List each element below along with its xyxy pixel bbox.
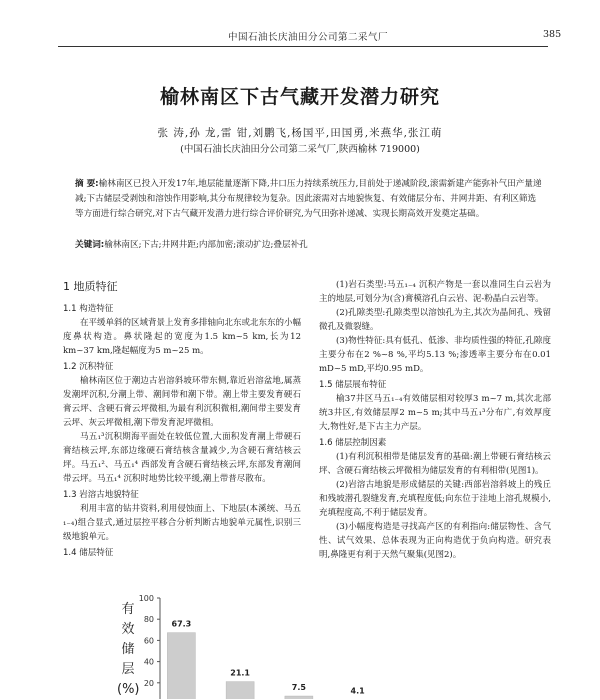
paragraph: (1)岩石类型:马五₁₋₄ 沉积产物是一套以准同生白云岩为主的地层,可划分为(含)膏模溶孔白云岩、泥-粉晶白云岩等。 xyxy=(319,280,551,304)
bar xyxy=(226,682,254,699)
affiliation: (中国石油长庆油田分公司第二采气厂,陕西榆林 719000) xyxy=(180,144,420,155)
abstract-label: 摘 要: xyxy=(75,179,99,189)
subsection-heading: 1.6 储层控制因素 xyxy=(319,438,387,448)
y-label-char: 层 xyxy=(121,662,135,677)
keywords xyxy=(75,238,543,250)
paragraph: (2)孔隙类型:孔隙类型以溶蚀孔为主,其次为晶间孔、残留微孔及微裂缝。 xyxy=(319,308,551,332)
bar-value-label: 7.5 xyxy=(291,683,306,693)
keywords-text: 榆林南区;下古;井网井距;内部加密;滚动扩边;叠层补孔 xyxy=(104,240,308,250)
bar-value-label: 21.1 xyxy=(230,668,250,678)
subsection-heading: 1.1 构造特征 xyxy=(63,304,114,314)
header-rule xyxy=(58,46,548,47)
abstract xyxy=(75,177,543,222)
y-tick-label: 100 xyxy=(138,594,154,603)
bar xyxy=(167,633,195,699)
running-head: 中国石油长庆油田分公司第二采气厂 xyxy=(228,32,389,43)
y-label-char: 效 xyxy=(121,622,135,637)
left-column xyxy=(63,278,301,560)
paragraph: (3)物性特征:具有低孔、低渗、非均质性强的特征,孔隙度主要分布在2 %~8 %,平均5.13 %;渗透率主要分布在0.01 mD~5 mD,平均0.95 mD。 xyxy=(319,336,551,374)
keywords-label: 关键词: xyxy=(75,240,105,250)
paper-title: 榆林南区下古气藏开发潜力研究 xyxy=(159,86,440,108)
subsection-heading: 1.2 沉积特征 xyxy=(63,362,114,372)
bar-value-label: 4.1 xyxy=(350,686,365,696)
y-tick-label: 80 xyxy=(143,615,154,625)
y-label-char: (%) xyxy=(117,682,140,697)
page-number: 385 xyxy=(543,29,562,40)
paragraph: (1)有利沉积相带是储层发育的基础:潮上带硬石膏结核云坪、含硬石膏结核云坪微相为储层发育的有利相带(见图1)。 xyxy=(319,452,551,476)
abstract-text: 榆林南区已投入开发17年,地层能量逐渐下降,井口压力持续系统压力,目前处于递减阶段,滚需新建产能弥补气田产量递减;下古储层受剥蚀和溶蚀作用影响,其分布规律较为复杂。因此滚需对古地貌恢复、有效储层分布、井网井距、有利区筛选等方面进行综合研究,对下古气藏开发潜力进行综合评价研究,为气田弥补递减、实现长期高效开发奠定基础。 xyxy=(75,179,542,219)
y-tick-label: 60 xyxy=(143,636,154,646)
paragraph: 榆37井区马五₁₋₄有效储层相对较厚3 m~7 m,其次北部统3井区,有效储层厚2 m~5 m;其中马五₁³分布广,有效厚度大,物性好,是下古主力产层。 xyxy=(319,394,551,432)
paragraph: (2)岩溶古地貌是形成储层的关键:西部岩溶斜坡上的残丘和残坡潜孔裂缝发育,充填程度低;向东位于洼地上溶孔规模小,充填程度高,不利于储层发育。 xyxy=(319,480,551,518)
subsection-heading: 1.4 储层特征 xyxy=(63,548,114,558)
paragraph: (3)小幅度构造是寻找高产区的有利指向:储层物性、含气性、试气效果、总体表现为正向构造优于负向构造。研究表明,鼻隆更有利于天然气聚集(见图2)。 xyxy=(319,522,551,560)
section-heading: 1 地质特征 xyxy=(63,280,118,293)
paragraph: 马五₁³沉积期海平面处在较低位置,大面积发育潮上带硬石膏结核云坪,东部边缘硬石膏结核含量减少,为含硬石膏结核云坪。马五₁²、马五₁⁴ 西部发育含硬石膏结核云坪,东部发育潮间带云坪。马五₁⁴ 沉积时地势比较平缓,潮上带普尽散布。 xyxy=(63,432,301,484)
paragraph: 在平缓单斜的区域背景上发育多排轴向北东或北东东的小幅度鼻状构造。鼻状隆起的宽度为1.5 km~5 km,长为12 km~37 km,隆起幅度为5 m~25 m。 xyxy=(63,318,302,356)
subsection-heading: 1.3 岩溶古地貌特征 xyxy=(63,490,139,500)
paragraph: 利用丰富的钻井资料,利用侵蚀面上、下地层(本溪统、马五₁₋₄)组合显式,通过层控平移合分析判断古地貌单元属性,识别三级地貌单元。 xyxy=(63,504,301,542)
y-tick-label: 40 xyxy=(143,657,154,667)
subsection-heading: 1.5 储层展布特征 xyxy=(319,380,387,390)
bar-value-label: 67.3 xyxy=(171,619,192,629)
y-label-char: 有 xyxy=(121,602,135,617)
reservoir-bar-chart xyxy=(110,586,410,699)
authors: 张 涛,孙 龙,雷 钳,刘鹏飞,杨国平,田国勇,米燕华,张江萌 xyxy=(157,127,443,139)
y-label-char: 储 xyxy=(121,642,135,657)
paragraph: 榆林南区位于潮边古岩溶斜坡环带东侧,靠近岩溶盆地,属蒸发潮坪沉积,分潮上带、潮间带和潮下带。潮上带主要发育硬石膏云坪、含硬石膏云坪微相,为最有利沉积微相,潮间带主要发育云坪、灰云坪微相,潮下带发育泥坪微相。 xyxy=(63,376,301,428)
right-column xyxy=(319,278,551,562)
y-tick-label: 20 xyxy=(143,678,154,688)
running-header xyxy=(0,26,600,42)
